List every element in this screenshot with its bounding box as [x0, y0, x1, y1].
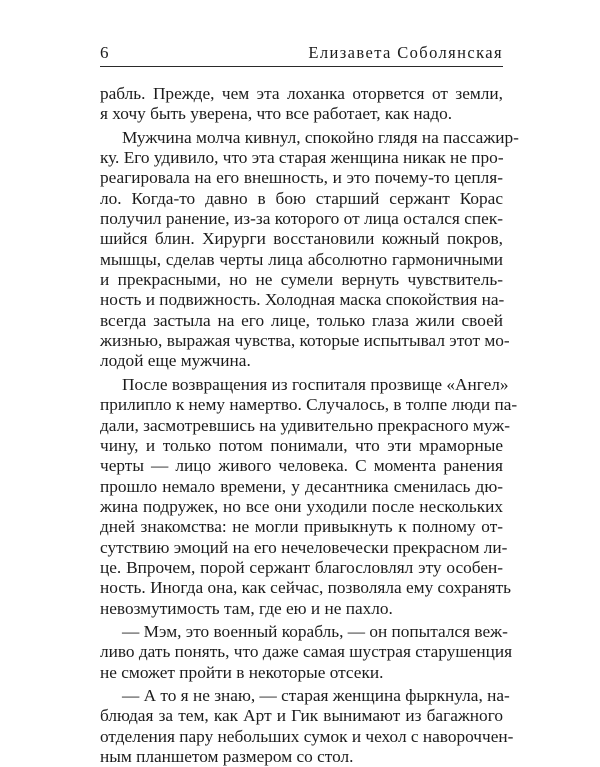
paragraph — [100, 621, 513, 683]
text-line: рабль. Прежде, чем эта лоханка оторвется от земли, — [100, 84, 503, 103]
paragraph — [100, 127, 519, 372]
text-line: черты — лицо живого человека. С момента ранения — [100, 456, 503, 476]
text-line: ность и подвижность. Холодная маска спокойствия на- — [100, 290, 505, 310]
text-line: дней знакомства: не могли привыкнуть к полному от- — [100, 517, 503, 537]
text-line: я хочу быть уверена, что все работает, как надо. — [100, 104, 453, 124]
text-line: не сможет пройти в некоторые отсеки. — [100, 662, 384, 682]
text-line: блюдая за тем, как Арт и Гик вынимают из багажного — [100, 706, 503, 726]
text-line: сутствию эмоций на его нечеловечески прекрасном ли- — [100, 537, 508, 557]
text-line: отделения пару небольших сумок и чехол с навороччен- — [100, 726, 514, 746]
text-line: и прекрасными, но не сумели вернуть чувствитель- — [100, 270, 503, 290]
text-line: всегда застыла на его лице, только глаза жили своей — [100, 310, 503, 330]
text-line: жина подружек, но все они уходили после нескольких — [100, 496, 503, 516]
text-line: ность. Иногда она, как сейчас, позволяла ему сохранять — [100, 578, 512, 598]
text-line: мышцы, сделав черты лица абсолютно гармоничными — [100, 249, 503, 269]
text-line: чину, и только потом понимали, что эти мраморные — [100, 435, 503, 455]
text-line: получил ранение, из-за которого от лица остался спек- — [100, 209, 503, 229]
text-line: лодой еще мужчина. — [100, 351, 251, 371]
body-text — [100, 84, 519, 767]
running-head — [100, 42, 503, 66]
text-line: После возвращения из госпиталя прозвище «Ангел» — [122, 374, 509, 394]
paragraph — [100, 84, 503, 125]
text-line: прилипло к нему намертво. Случалось, в толпе люди па- — [100, 395, 518, 415]
text-line: ку. Его удивило, что эта старая женщина никак не про- — [100, 148, 504, 168]
text-line: — Мэм, это военный корабль, — он попытался веж- — [122, 621, 508, 641]
paragraph — [100, 374, 518, 619]
text-line: шийся блин. Хирурги восстановили кожный покров, — [100, 229, 503, 249]
paragraph — [100, 685, 514, 767]
text-line: реагировала на его внешность, и это почему-то цепля- — [100, 168, 503, 188]
text-line: дали, засмотревшись на удивительно прекрасного муж- — [100, 415, 510, 435]
text-line: це. Впрочем, порой сержант благословлял эту особен- — [100, 557, 503, 577]
text-line: невозмутимость там, где ею и не пахло. — [100, 598, 393, 618]
header-rule — [100, 66, 503, 67]
running-title: Елизавета Соболянская — [308, 43, 503, 62]
text-line: — А то я не знаю, — старая женщина фыркнула, на- — [122, 685, 510, 705]
text-line: Мужчина молча кивнул, спокойно глядя на пассажир- — [122, 127, 519, 147]
text-line: прошло немало времени, у десантника сменилась дю- — [100, 476, 503, 496]
text-line: ливо дать понять, что даже самая шустрая старушенция — [100, 642, 513, 662]
text-line: ло. Когда-то давно в бою старший сержант Корас — [100, 188, 503, 208]
page-number: 6 — [100, 43, 109, 62]
text-line: жизнью, выражая чувства, которые испытывал этот мо- — [100, 331, 510, 351]
text-line: ным планшетом размером со стол. — [100, 747, 354, 766]
